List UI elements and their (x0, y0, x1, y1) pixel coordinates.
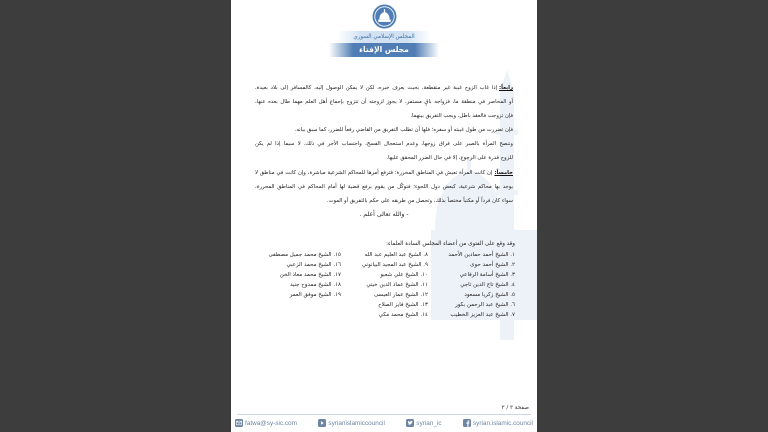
body-line (255, 151, 513, 165)
signatory-item: ٣. الشيخ أسامة الرفاعي (459, 272, 515, 278)
signatory-item: ٨. الشيخ عبد العليم عبد الله (364, 252, 428, 258)
fatwa-body (255, 81, 513, 222)
body-line (255, 166, 513, 180)
youtube-icon (318, 419, 326, 427)
signatory-item: ١٠. الشيخ علي شعبو (380, 272, 428, 278)
body-line-text: للزوج قدرة على الرجوع، إلا في حال الضرر المحقق عليها. (386, 155, 513, 162)
body-line-text: سواء كان فرداً أو مكتباً مختصاً بذلك، وتحصل من طريقه على حكم بالتفريق أو الموت. (326, 197, 513, 204)
body-line-text: وننصح المرأة بالصبر على فراق زوجها، وعدم استعجال الفسخ، واحتساب الأجر في ذلك، لا سيما إذا لم يكن (255, 141, 513, 148)
body-line-text: إذا غاب الزوج غيبة غير منقطعة، بحيث يعرف خبره، لكن لا يمكن الوصول إليه، كالمسافر إلى بلاد بعيدة، (255, 85, 498, 91)
body-line-text: إن كانت المرأة تعيش في المناطق المحررة؛ فترفع أمرها للمحاكم الشرعية مباشرة، وإن كانت في مناطق لا (255, 169, 493, 176)
body-line-text: فإن تضررت من طول غيبته أو سفره؛ فلها أن تطلب التفريق من القاضي رفعاً للضرر، كما سبق بيانه. (294, 127, 513, 134)
signatory-item: ٥. الشيخ زكريا مسعود (464, 292, 515, 298)
signatories-column (431, 250, 515, 320)
signatories-intro: وقد وقع على الفتوى من أعضاء المجلس السادة العلماء: (386, 241, 515, 247)
section-label-fifth: خامساً: (494, 169, 513, 176)
body-line (255, 194, 513, 208)
footer-facebook-link[interactable] (463, 419, 533, 427)
closing-formula: - والله تعالى أعلم . (359, 210, 409, 218)
signatories-column (344, 250, 428, 320)
signatory-item: ١. الشيخ أحمد حمادين الأحمد (448, 252, 515, 258)
signatory-item: ٩. الشيخ عبد المجيد البيانوني (361, 262, 428, 268)
signatory-item: ١٢. الشيخ عمار العيسى (373, 292, 428, 298)
signatory-item: ١٨. الشيخ ممدوح جنيد (289, 282, 341, 288)
signatories-column (257, 250, 341, 300)
signatory-item: ١١. الشيخ عماد الدين خيتي (366, 282, 428, 288)
body-line (255, 81, 513, 95)
signatory-item: ١٤. الشيخ محمد مكي (378, 312, 428, 318)
body-line (255, 180, 513, 194)
signatory-item: ١٦. الشيخ محمد الزعبي (286, 262, 341, 268)
signatory-item: ٢. الشيخ أحمد حوى (470, 262, 515, 268)
department-banner: مجلس الإفتاء (329, 43, 439, 57)
body-line-text: يوجد بها محاكم شرعية، كبعض دول اللجوء؛ فتوكّل من يقوم برفع قضية لها أمام المحاكم في المناطق المحررة، (255, 183, 513, 190)
signatory-item: ١٧. الشيخ محمد معاذ الخن (279, 272, 341, 278)
signatory-item: ٧. الشيخ عبد العزيز الخطيب (450, 312, 515, 318)
page-number: صفحة ٣ / ٣ (501, 405, 529, 411)
footer-email-text: fatwa@sy-sic.com (245, 419, 297, 427)
signatory-item: ١٣. الشيخ فايز الصلاح (378, 302, 428, 308)
footer-contacts (235, 417, 533, 429)
footer-youtube-link[interactable] (318, 419, 384, 427)
facebook-icon (463, 419, 471, 427)
body-line (255, 137, 513, 151)
signatory-item: ٤. الشيخ تاج الدين تاجي (460, 282, 515, 288)
council-logo (372, 4, 397, 29)
body-line (255, 123, 513, 137)
body-line (255, 95, 513, 109)
signatory-item: ١٩. الشيخ موفق العمر (289, 292, 341, 298)
body-line-text: فإن تزوجت فالعقد باطل، ويجب التفريق بينهما. (410, 113, 513, 120)
body-line-text: أو المحاصر في منطقة ما، فزواجه باقٍ مستمر، لا يجوز لزوجته أن تتزوج بإجماع أهل العلم مهما طال بعده عنها، (255, 99, 513, 106)
signatory-item: ١٥. الشيخ محمد جميل مصطفى (268, 252, 341, 258)
footer-divider (237, 414, 531, 415)
council-name: المجلس الإسلامي السوري (337, 31, 431, 43)
footer-twitter-link[interactable] (406, 419, 441, 427)
body-line (255, 109, 513, 123)
section-label-fourth: رابعاً: (499, 85, 513, 91)
document-page (231, 0, 537, 432)
footer-email-link[interactable] (235, 419, 297, 427)
envelope-icon (235, 419, 243, 427)
footer-youtube-text: syrianislamiccouncil (328, 419, 385, 427)
signatory-item: ٦. الشيخ عبد الرحمن بكور (455, 302, 515, 308)
footer-twitter-text: syrian_ic (416, 419, 442, 427)
footer-facebook-text: syrian.islamic.council (472, 419, 533, 427)
twitter-icon (406, 419, 414, 427)
